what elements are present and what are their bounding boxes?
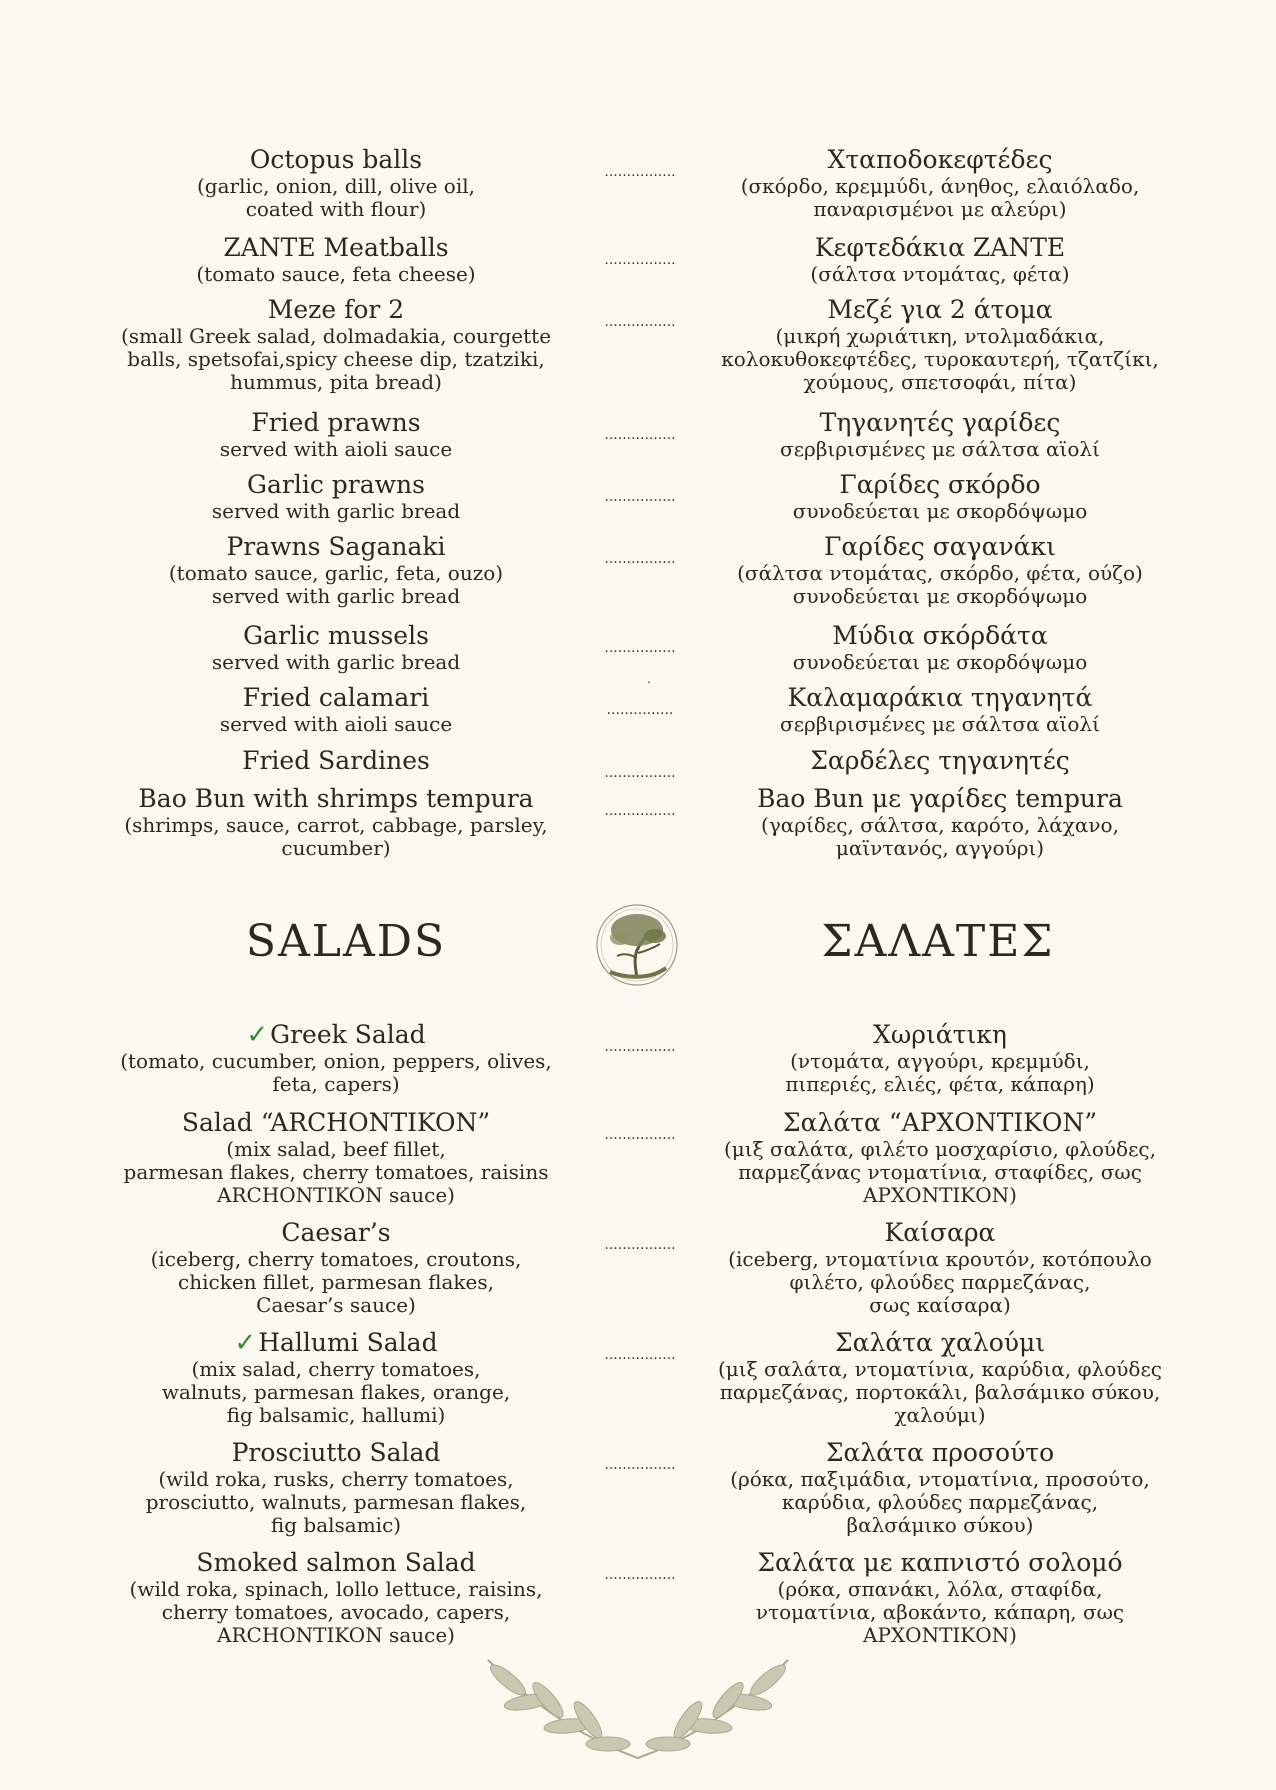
item-desc-en: served with garlic bread (211, 584, 461, 608)
item-english (100, 1548, 572, 1647)
item-name-en-text: Garlic prawns (247, 470, 425, 499)
item-name-en (100, 784, 572, 814)
item-desc-en: (shrimps, sauce, carrot, cabbage, parsley, (124, 813, 548, 837)
item-name-gr: Σαλάτα με καπνιστό σολομό (757, 1548, 1123, 1577)
item-name-gr: Μεζέ για 2 άτομα (827, 295, 1053, 324)
item-desc-en: chicken fillet, parmesan flakes, (178, 1270, 494, 1294)
item-desc-en: feta, capers) (272, 1072, 400, 1096)
item-desc-en: ARCHONTIKON sauce) (217, 1623, 455, 1647)
item-english (100, 470, 572, 523)
item-desc-gr: (ρόκα, σπανάκι, λόλα, σταφίδα, (777, 1577, 1103, 1601)
item-desc-en: balls, spetsofai,spicy cheese dip, tzatziki, (127, 347, 545, 371)
leader-dots: ................ (604, 314, 676, 330)
menu-item (0, 408, 1276, 461)
item-english (100, 683, 572, 736)
vegan-leaf-icon: ✓ (246, 1020, 269, 1050)
item-name-gr: Καίσαρα (884, 1218, 996, 1247)
menu-item (0, 1328, 1276, 1427)
item-desc-en: served with garlic bread (211, 499, 461, 523)
item-desc-gr: σως καίσαρα) (869, 1293, 1011, 1317)
item-desc-en: Caesar’s sauce) (256, 1293, 416, 1317)
item-desc-en: (mix salad, beef fillet, (226, 1137, 446, 1161)
item-name-en (100, 1438, 572, 1468)
item-english (100, 145, 572, 221)
item-english (100, 1108, 572, 1207)
item-name-en-text: Prawns Saganaki (226, 532, 446, 561)
item-desc-en: cucumber) (281, 836, 391, 860)
item-greek (700, 1218, 1180, 1317)
item-name-en-text: Meze for 2 (267, 295, 405, 324)
item-desc-en: served with aioli sauce (219, 437, 453, 461)
item-desc-gr: (σκόρδο, κρεμμύδι, άνηθος, ελαιόλαδο, (740, 174, 1140, 198)
olive-branch-garland-icon (448, 1640, 828, 1770)
item-desc-en: (tomato sauce, garlic, feta, ouzo) (168, 561, 504, 585)
item-name-gr: Γαρίδες σαγανάκι (824, 532, 1056, 561)
menu-item (0, 470, 1276, 523)
item-name-en-text: Fried Sardines (242, 746, 430, 775)
item-name-en (100, 470, 572, 500)
leader-dots: ................ (604, 1237, 676, 1253)
menu-item (0, 1438, 1276, 1537)
item-desc-en: (tomato sauce, feta cheese) (196, 262, 476, 286)
leader-dots: ................ (604, 551, 676, 567)
item-name-en (100, 1108, 572, 1138)
item-desc-en: (iceberg, cherry tomatoes, croutons, (150, 1247, 522, 1271)
leader-dots: ................ (604, 640, 676, 656)
item-greek (700, 1108, 1180, 1207)
item-greek (700, 408, 1180, 461)
item-desc-gr: (σάλτσα ντομάτας, σκόρδο, φέτα, ούζο) (737, 561, 1143, 585)
item-desc-en: (wild roka, spinach, lollo lettuce, raisins, (129, 1577, 543, 1601)
item-desc-gr: παρμεζάνας ντοματίνια, σταφίδες, σως (738, 1160, 1142, 1184)
menu-item (0, 532, 1276, 608)
item-desc-gr: κολοκυθοκεφτέδες, τυροκαυτερή, τζατζίκι, (721, 347, 1159, 371)
item-name-en-text: Fried prawns (251, 408, 421, 437)
item-name-gr: Καλαμαράκια τηγανητά (787, 683, 1093, 712)
menu-item (0, 1548, 1276, 1647)
item-desc-en: (mix salad, cherry tomatoes, (191, 1357, 481, 1381)
item-greek (700, 784, 1180, 860)
leader-dots: ................ (604, 164, 676, 180)
leader-dots: ................ (604, 765, 676, 781)
item-english (100, 621, 572, 674)
item-name-en-text: Hallumi Salad (258, 1328, 438, 1357)
item-desc-en: fig balsamic, hallumi) (226, 1403, 446, 1427)
item-name-gr: Σαλάτα προσούτο (825, 1438, 1055, 1467)
leader-dots: ................ (604, 1567, 676, 1583)
item-greek (700, 532, 1180, 608)
item-name-en (100, 145, 572, 175)
leader-dots: ................ (604, 1347, 676, 1363)
item-desc-en: (garlic, onion, dill, olive oil, (197, 174, 475, 198)
salads-heading-en: SALADS (245, 916, 447, 967)
item-name-en-text: Fried calamari (242, 683, 430, 712)
leader-dots: ................ (604, 252, 676, 268)
item-desc-gr: (μιξ σαλάτα, ντοματίνια, καρύδια, φλούδες (717, 1357, 1163, 1381)
item-desc-gr: (μικρή χωριάτικη, ντολμαδάκια, (775, 324, 1105, 348)
item-english (100, 233, 572, 286)
menu-item (0, 683, 1276, 736)
item-greek (700, 1020, 1180, 1096)
item-desc-en: fig balsamic) (270, 1513, 402, 1537)
item-name-en-text: Smoked salmon Salad (196, 1548, 476, 1577)
item-greek (700, 746, 1180, 776)
item-name-gr: Γαρίδες σκόρδο (839, 470, 1041, 499)
item-name-en-text: Caesar’s (281, 1218, 391, 1247)
item-name-gr: Χωριάτικη (873, 1020, 1007, 1049)
leader-dots: ................ (604, 1039, 676, 1055)
item-desc-gr: συνοδεύεται με σκορδόψωμο (792, 499, 1088, 523)
item-name-en (100, 1218, 572, 1248)
item-desc-gr: (γαρίδες, σάλτσα, καρότο, λάχανο, (761, 813, 1119, 837)
leader-dots: ................ (604, 803, 676, 819)
item-desc-gr: καρύδια, φλούδες παρμεζάνας, (781, 1490, 1099, 1514)
item-desc-gr: παναρισμένοι με αλεύρι) (813, 197, 1067, 221)
vegan-leaf-icon: ✓ (234, 1328, 257, 1358)
item-greek (700, 1328, 1180, 1427)
item-name-en (100, 1328, 572, 1358)
item-greek (700, 621, 1180, 674)
leader-dots: ................ (604, 489, 676, 505)
item-name-en-text: Bao Bun with shrimps tempura (138, 784, 534, 813)
item-english (100, 784, 572, 860)
item-name-en (100, 1548, 572, 1578)
item-desc-en: (tomato, cucumber, onion, peppers, olives, (120, 1049, 552, 1073)
item-desc-gr: ντοματίνια, αβοκάντο, κάπαρη, σως (755, 1600, 1125, 1624)
item-desc-gr: (iceberg, ντοματίνια κρουτόν, κοτόπουλο (728, 1247, 1152, 1271)
item-desc-gr: (ρόκα, παξιμάδια, ντοματίνια, προσούτο, (730, 1467, 1150, 1491)
item-name-gr: Τηγανητές γαρίδες (819, 408, 1061, 437)
item-desc-gr: φιλέτο, φλούδες παρμεζάνας, (789, 1270, 1091, 1294)
item-greek (700, 145, 1180, 221)
item-desc-en: coated with flour) (245, 197, 427, 221)
item-desc-gr: ΑΡΧΟΝΤΙΚΟΝ) (863, 1183, 1017, 1207)
item-desc-gr: μαϊντανός, αγγούρι) (835, 836, 1045, 860)
item-desc-en: prosciutto, walnuts, parmesan flakes, (145, 1490, 527, 1514)
menu-item (0, 1020, 1276, 1096)
item-desc-gr: συνοδεύεται με σκορδόψωμο (792, 650, 1088, 674)
item-desc-en: ARCHONTIKON sauce) (217, 1183, 455, 1207)
item-desc-gr: (σάλτσα ντομάτας, φέτα) (810, 262, 1070, 286)
item-desc-en: (small Greek salad, dolmadakia, courgette (120, 324, 552, 348)
item-desc-en: served with garlic bread (211, 650, 461, 674)
item-name-en (100, 746, 572, 776)
item-desc-en: walnuts, parmesan flakes, orange, (161, 1380, 511, 1404)
item-name-gr: Σαρδέλες τηγανητές (810, 746, 1070, 775)
item-name-en-text: Greek Salad (270, 1020, 426, 1049)
leader-dots: ................ (604, 1457, 676, 1473)
menu-item (0, 295, 1276, 394)
item-greek (700, 1438, 1180, 1537)
item-name-gr: Σαλάτα “ΑΡΧΟΝΤΙΚΟΝ” (782, 1108, 1098, 1137)
item-name-gr: Bao Bun με γαρίδες tempura (757, 784, 1123, 813)
item-desc-gr: σερβιρισμένες με σάλτσα αϊολί (780, 712, 1100, 736)
item-desc-gr: παρμεζάνας, πορτοκάλι, βαλσάμικο σύκου, (719, 1380, 1161, 1404)
menu-item (0, 746, 1276, 781)
item-name-gr: Κεφτεδάκια ZANTE (814, 233, 1066, 262)
item-greek (700, 1548, 1180, 1647)
item-greek (700, 470, 1180, 523)
item-name-en-text: Octopus balls (249, 145, 423, 174)
item-desc-gr: χούμους, σπετσοφάι, πίτα) (803, 370, 1077, 394)
item-english (100, 408, 572, 461)
item-english (100, 295, 572, 394)
item-english (100, 746, 572, 776)
item-name-en-text: Garlic mussels (243, 621, 429, 650)
item-name-gr: Χταποδοκεφτέδες (827, 145, 1053, 174)
item-name-en (100, 1020, 572, 1050)
item-desc-gr: σερβιρισμένες με σάλτσα αϊολί (780, 437, 1100, 461)
menu-item (0, 1218, 1276, 1317)
item-name-gr: Μύδια σκόρδάτα (832, 621, 1048, 650)
item-name-gr: Σαλάτα χαλούμι (834, 1328, 1046, 1357)
item-english (100, 1020, 572, 1096)
menu-item (0, 784, 1276, 860)
menu-item (0, 1108, 1276, 1207)
item-name-en (100, 295, 572, 325)
item-name-en (100, 683, 572, 713)
item-desc-gr: (μιξ σαλάτα, φιλέτο μοσχαρίσιο, φλούδες, (724, 1137, 1156, 1161)
item-english (100, 1438, 572, 1537)
menu-item (0, 621, 1276, 674)
leader-dots: ................ (604, 1127, 676, 1143)
item-english (100, 1218, 572, 1317)
item-name-en-text: Prosciutto Salad (231, 1438, 441, 1467)
item-desc-en: (wild roka, rusks, cherry tomatoes, (158, 1467, 514, 1491)
item-name-en (100, 621, 572, 651)
item-name-en (100, 532, 572, 562)
stray-dot: . (647, 672, 651, 686)
item-desc-gr: χαλούμι) (894, 1403, 986, 1427)
item-desc-gr: ΑΡΧΟΝΤΙΚΟΝ) (863, 1623, 1017, 1647)
menu-item (0, 233, 1276, 286)
item-greek (700, 683, 1180, 736)
item-desc-en: hummus, pita bread) (230, 370, 442, 394)
item-greek (700, 295, 1180, 394)
item-desc-gr: πιπεριές, ελιές, φέτα, κάπαρη) (785, 1072, 1095, 1096)
item-desc-en: served with aioli sauce (219, 712, 453, 736)
item-greek (700, 233, 1180, 286)
olive-tree-emblem-icon (590, 898, 684, 992)
item-name-en (100, 233, 572, 263)
item-desc-en: parmesan flakes, cherry tomatoes, raisins (123, 1160, 549, 1184)
item-name-en-text: Salad “ARCHONTIKON” (181, 1108, 491, 1137)
item-name-en (100, 408, 572, 438)
item-english (100, 1328, 572, 1427)
item-desc-gr: συνοδεύεται με σκορδόψωμο (792, 584, 1088, 608)
item-desc-gr: (ντομάτα, αγγούρι, κρεμμύδι, (790, 1049, 1090, 1073)
item-desc-en: cherry tomatoes, avocado, capers, (161, 1600, 511, 1624)
menu-item (0, 145, 1276, 221)
leader-dots: ................ (604, 427, 676, 443)
item-desc-gr: βαλσάμικο σύκου) (846, 1513, 1034, 1537)
item-name-en-text: ZANTE Meatballs (223, 233, 449, 262)
salads-heading-gr: ΣΑΛΑΤΕΣ (821, 916, 1055, 967)
leader-dots: ............... (606, 702, 674, 718)
item-english (100, 532, 572, 608)
